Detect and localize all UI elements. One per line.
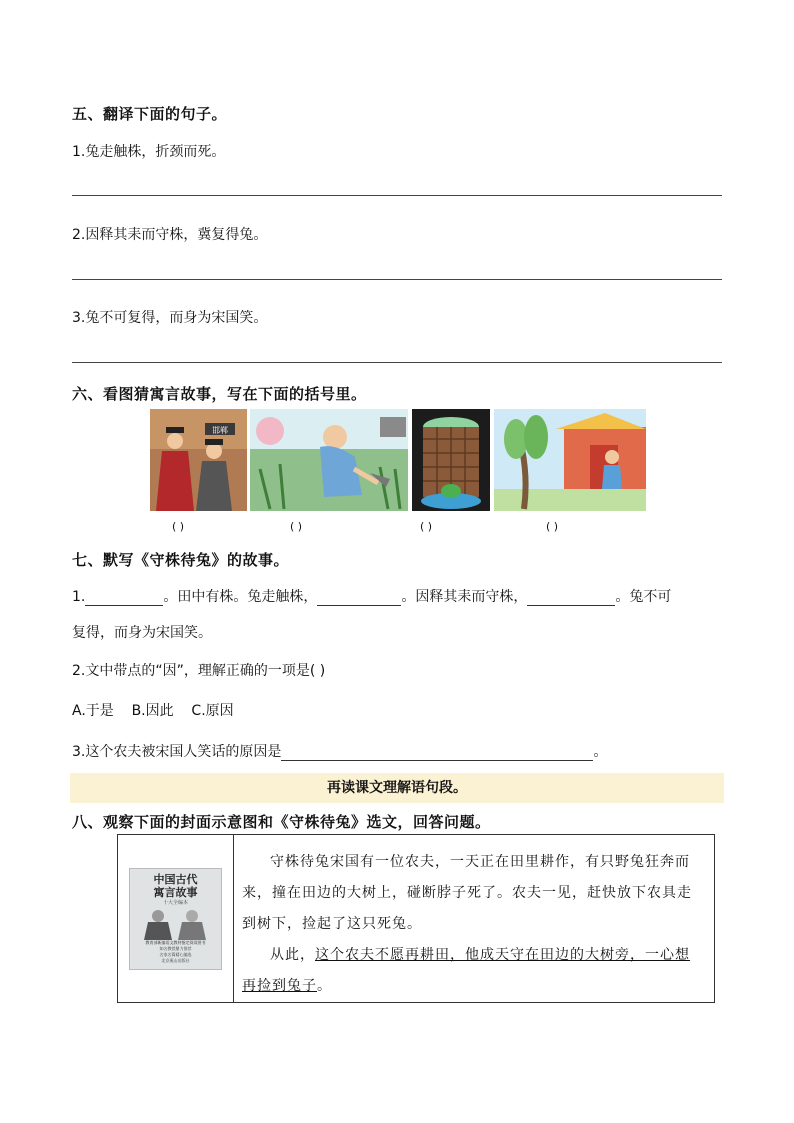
q1-text-3: 。兔不可	[615, 589, 672, 605]
section7-q2-options: A.于是 B.因此 C.原因	[72, 703, 234, 719]
cover-small-1: 知名教授鼎力推荐	[159, 946, 192, 951]
story-paragraph-2	[242, 940, 696, 1002]
q1-blank-2[interactable]	[317, 589, 401, 606]
section7-q1	[72, 586, 671, 606]
answer-paren-3[interactable]: ( )	[420, 520, 433, 533]
story-p2-lead: 从此，	[270, 947, 315, 963]
fable-picture-4	[494, 409, 646, 511]
q1-label: 1.	[72, 589, 86, 605]
answer-line-2[interactable]	[72, 279, 722, 280]
fable-picture-3	[412, 409, 490, 511]
story-cell	[234, 835, 715, 1003]
section5-item-1: 1.兔走触株，折颈而死。	[72, 144, 226, 160]
cover-title-line2: 寓言故事	[153, 886, 198, 899]
q3-blank[interactable]	[281, 744, 593, 761]
section7-q1-cont: 复得，而身为宋国笑。	[72, 625, 212, 641]
answer-paren-1[interactable]: ( )	[172, 520, 185, 533]
fable-pictures	[150, 409, 646, 511]
band-title: 再读课文理解语句段。	[327, 780, 467, 796]
story-underlined-sentence: 这个农夫不愿再耕田，他成天守在田边的大树旁，一心想再捡到兔子	[242, 947, 690, 994]
reading-section-band	[70, 773, 724, 803]
cover-illustration	[130, 906, 221, 940]
q1-blank-1[interactable]	[85, 589, 163, 606]
section5-item-2: 2.因释其耒而守株，冀复得兔。	[72, 227, 268, 243]
q3-text: 3.这个农夫被宋国人笑话的原因是	[72, 744, 282, 760]
q3-end: 。	[593, 744, 608, 760]
story-p2-end: 。	[317, 978, 332, 994]
fable-picture-2	[250, 409, 408, 511]
answer-paren-4[interactable]: ( )	[546, 520, 559, 533]
section8-heading: 八、观察下面的封面示意图和《守株待兔》选文，回答问题。	[72, 813, 491, 831]
book-cover	[129, 868, 222, 970]
answer-paren-2[interactable]: ( )	[290, 520, 303, 533]
q1-text-2: 。因释其耒而守株，	[401, 589, 528, 605]
cover-subtitle: 十大全编本	[162, 900, 188, 906]
q1-text-1: 。田中有株。兔走触株，	[163, 589, 318, 605]
section5-item-3: 3.兔不可复得，而身为宋国笑。	[72, 310, 268, 326]
cover-publisher: 北京燕山出版社	[161, 958, 190, 963]
cover-cell	[118, 835, 234, 1003]
fable-picture-1	[150, 409, 247, 511]
sign-text: 邯郸	[212, 426, 228, 435]
answer-line-1[interactable]	[72, 195, 722, 196]
reading-box	[117, 834, 715, 1003]
section7-q2: 2.文中带点的“因”，理解正确的一项是( )	[72, 663, 326, 679]
section7-heading: 七、默写《守株待兔》的故事。	[72, 551, 290, 569]
section7-q3	[72, 741, 607, 761]
cover-title-line1: 中国古代	[153, 873, 198, 886]
section6-heading: 六、看图猜寓言故事，写在下面的括号里。	[72, 385, 367, 403]
answer-line-3[interactable]	[72, 362, 722, 363]
section5-heading: 五、翻译下面的句子。	[72, 105, 228, 123]
cover-small-2: 名家名篇精心编选	[159, 952, 192, 957]
story-paragraph-1: 守株待兔宋国有一位农夫，一天正在田里耕作，有只野兔狂奔而来，撞在田边的大树上，碰断脖子死了。农夫一见，赶快放下农具走到树下，捡起了这只死兔。	[242, 854, 692, 932]
q1-blank-3[interactable]	[527, 589, 615, 606]
cover-title	[130, 873, 221, 899]
cover-tagline: 教育部新编语文教材指定阅读图书	[145, 940, 206, 945]
